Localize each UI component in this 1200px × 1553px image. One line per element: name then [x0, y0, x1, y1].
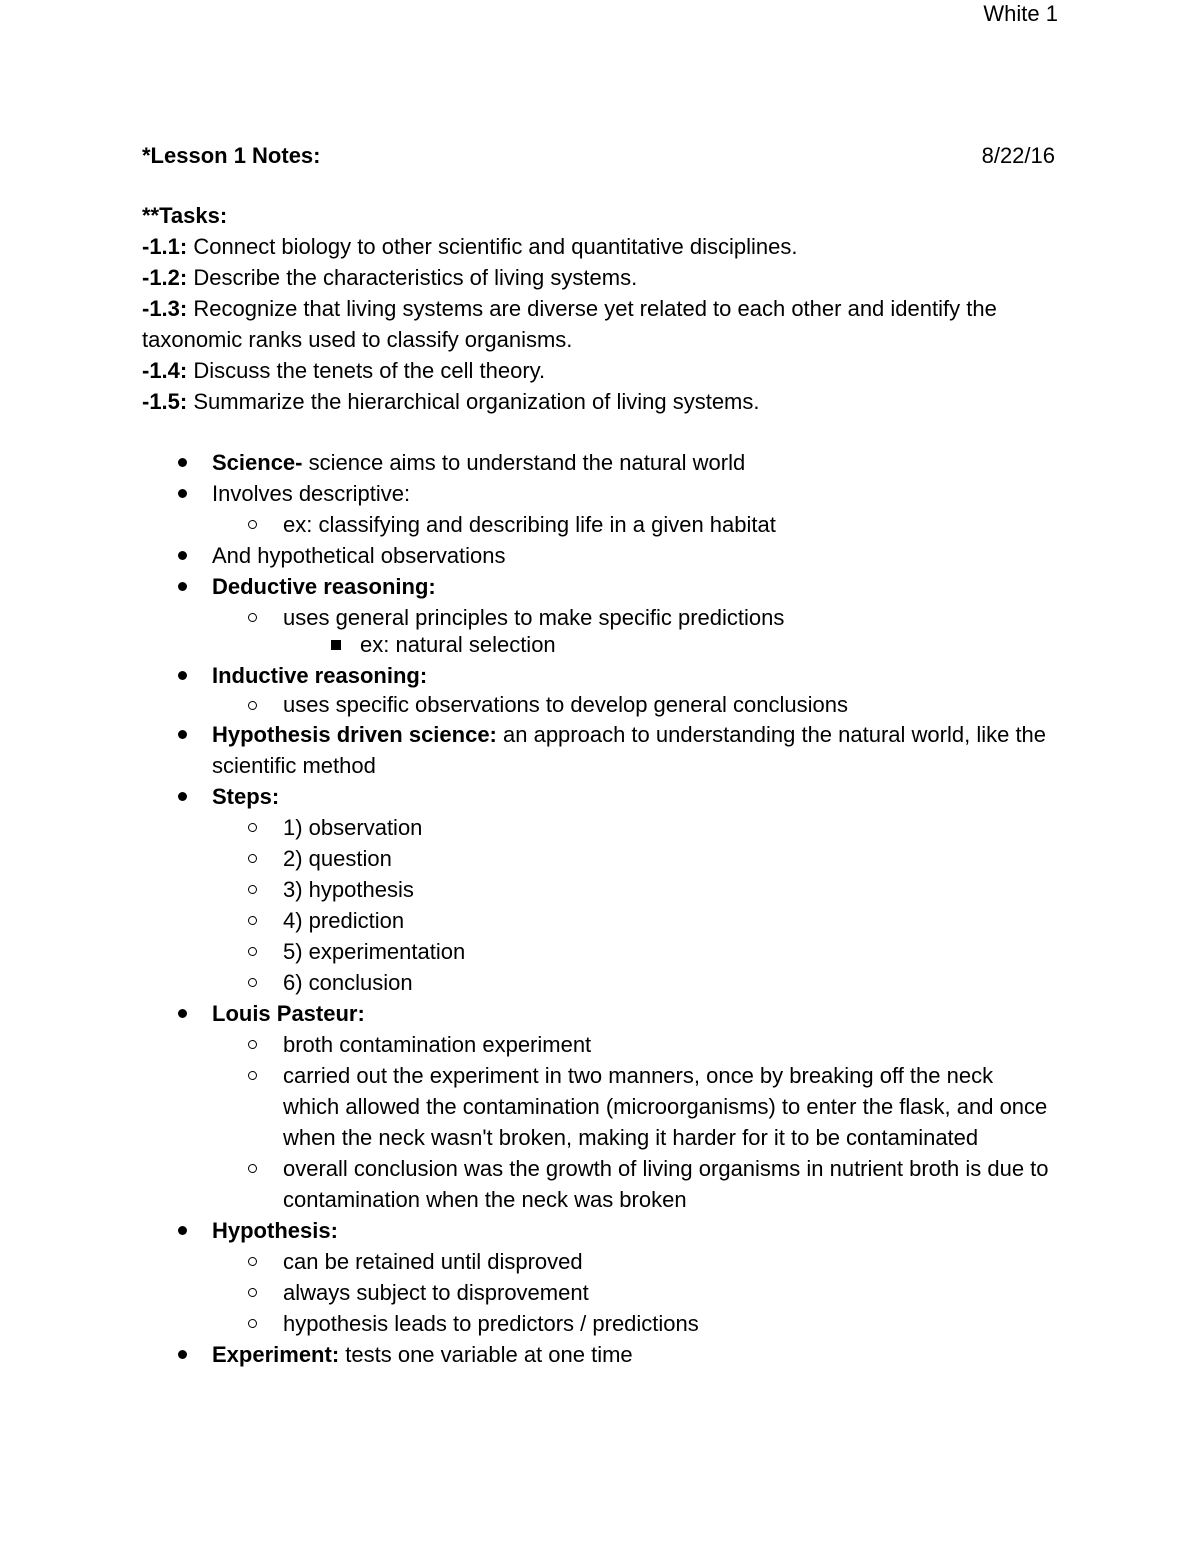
- term-hypothesis-driven-science: Hypothesis driven science:: [212, 722, 497, 747]
- note-text: ex: natural selection: [360, 632, 556, 657]
- list-item: [0, 1308, 1053, 1339]
- note-text: uses specific observations to develop general conclusions: [283, 692, 848, 717]
- list-item: [0, 509, 1053, 540]
- bullet-disc-icon: [178, 540, 187, 571]
- note-text: And hypothetical observations: [212, 543, 506, 568]
- notes-list: [0, 447, 1200, 1370]
- list-item: [0, 447, 1062, 478]
- task-item: [142, 386, 1062, 417]
- bullet-circle-icon: [248, 691, 257, 719]
- note-text: can be retained until disproved: [283, 1249, 583, 1274]
- bullet-disc-icon: [178, 571, 187, 602]
- list-item: [0, 1153, 1053, 1215]
- note-text: uses general principles to make specific predictions: [283, 605, 785, 630]
- note-text: an approach to understanding the natural world, like the scientific method: [212, 722, 1047, 778]
- task-text: Describe the characteristics of living systems.: [187, 265, 638, 290]
- task-text: Summarize the hierarchical organization of living systems.: [187, 389, 760, 414]
- page-header-label: White 1: [983, 1, 1058, 26]
- bullet-circle-icon: [248, 967, 257, 998]
- bullet-circle-icon: [248, 936, 257, 967]
- step-text: 6) conclusion: [283, 970, 413, 995]
- list-item: [0, 633, 1060, 657]
- bullet-circle-icon: [248, 1029, 257, 1060]
- list-item: [0, 998, 1062, 1029]
- bullet-circle-icon: [248, 1246, 257, 1277]
- step-text: 4) prediction: [283, 908, 405, 933]
- step-text: 2) question: [283, 846, 392, 871]
- task-item: [142, 355, 1062, 386]
- list-item: [0, 1246, 1053, 1277]
- list-item: [0, 812, 1053, 843]
- bullet-disc-icon: [178, 447, 187, 478]
- bullet-circle-icon: [248, 1060, 257, 1091]
- bullet-circle-icon: [248, 1277, 257, 1308]
- bullet-circle-icon: [248, 905, 257, 936]
- task-code: -1.2:: [142, 265, 188, 290]
- task-code: -1.5:: [142, 389, 188, 414]
- term-steps: Steps:: [212, 784, 280, 809]
- term-experiment: Experiment:: [212, 1342, 340, 1367]
- term-inductive-reasoning: Inductive reasoning:: [212, 663, 428, 688]
- bullet-circle-icon: [248, 843, 257, 874]
- list-item: [0, 843, 1053, 874]
- bullet-circle-icon: [248, 1153, 257, 1184]
- bullet-disc-icon: [178, 998, 187, 1029]
- bullet-disc-icon: [178, 478, 187, 509]
- task-code: -1.3:: [142, 296, 188, 321]
- task-item: [142, 293, 1062, 355]
- bullet-disc-icon: [178, 1215, 187, 1246]
- task-item: [142, 262, 1062, 293]
- bullet-circle-icon: [248, 874, 257, 905]
- term-deductive-reasoning: Deductive reasoning:: [212, 574, 436, 599]
- bullet-circle-icon: [248, 812, 257, 843]
- list-item: [0, 719, 1062, 781]
- bullet-disc-icon: [178, 719, 187, 750]
- list-item: [0, 540, 1062, 571]
- list-item: [0, 936, 1053, 967]
- list-item: [0, 905, 1053, 936]
- note-text: Involves descriptive:: [212, 481, 411, 506]
- list-item: [0, 1029, 1053, 1060]
- note-text: ex: classifying and describing life in a given habitat: [283, 512, 776, 537]
- list-item: [0, 1339, 1062, 1370]
- bullet-circle-icon: [248, 509, 257, 540]
- step-text: 5) experimentation: [283, 939, 466, 964]
- bullet-disc-icon: [178, 1339, 187, 1370]
- step-text: 1) observation: [283, 815, 423, 840]
- list-item: [0, 1277, 1053, 1308]
- note-text: overall conclusion was the growth of living organisms in nutrient broth is due to contamination when the neck was broken: [283, 1156, 1049, 1212]
- task-text: Recognize that living systems are diverse yet related to each other and identify the taxonomic ranks used to classify organisms.: [142, 296, 997, 352]
- task-code: -1.4:: [142, 358, 188, 383]
- tasks-heading: **Tasks:: [142, 203, 228, 228]
- list-item: [0, 691, 1053, 719]
- list-item: [0, 1060, 1053, 1153]
- lesson-date: 8/22/16: [981, 143, 1055, 168]
- list-item: [0, 660, 1062, 691]
- list-item: [0, 602, 1053, 633]
- note-text: carried out the experiment in two manners, once by breaking off the neck which allowed the contamination (microorganisms) to enter the flask, and once when the neck wasn't broken, making it harder for it to be contaminated: [283, 1063, 1048, 1150]
- note-text: always subject to disprovement: [283, 1280, 589, 1305]
- note-text: hypothesis leads to predictors / predictions: [283, 1311, 699, 1336]
- list-item: [0, 571, 1062, 602]
- list-item: [0, 1215, 1062, 1246]
- bullet-square-icon: [331, 633, 341, 657]
- term-hypothesis: Hypothesis:: [212, 1218, 338, 1243]
- task-item: [142, 231, 1062, 262]
- tasks-section: [142, 200, 1062, 417]
- note-text: broth contamination experiment: [283, 1032, 592, 1057]
- step-text: 3) hypothesis: [283, 877, 414, 902]
- term-science: Science-: [212, 450, 303, 475]
- list-item: [0, 874, 1053, 905]
- task-text: Connect biology to other scientific and quantitative disciplines.: [187, 234, 798, 259]
- list-item: [0, 967, 1053, 998]
- list-item: [0, 478, 1062, 509]
- list-item: [0, 781, 1062, 812]
- page-title: *Lesson 1 Notes:: [142, 143, 321, 168]
- term-louis-pasteur: Louis Pasteur:: [212, 1001, 365, 1026]
- bullet-circle-icon: [248, 602, 257, 633]
- task-code: -1.1:: [142, 234, 188, 259]
- task-text: Discuss the tenets of the cell theory.: [187, 358, 546, 383]
- bullet-disc-icon: [178, 781, 187, 812]
- bullet-circle-icon: [248, 1308, 257, 1339]
- note-text: tests one variable at one time: [339, 1342, 633, 1367]
- title-row: [142, 140, 1055, 171]
- note-text: science aims to understand the natural world: [302, 450, 746, 475]
- bullet-disc-icon: [178, 660, 187, 691]
